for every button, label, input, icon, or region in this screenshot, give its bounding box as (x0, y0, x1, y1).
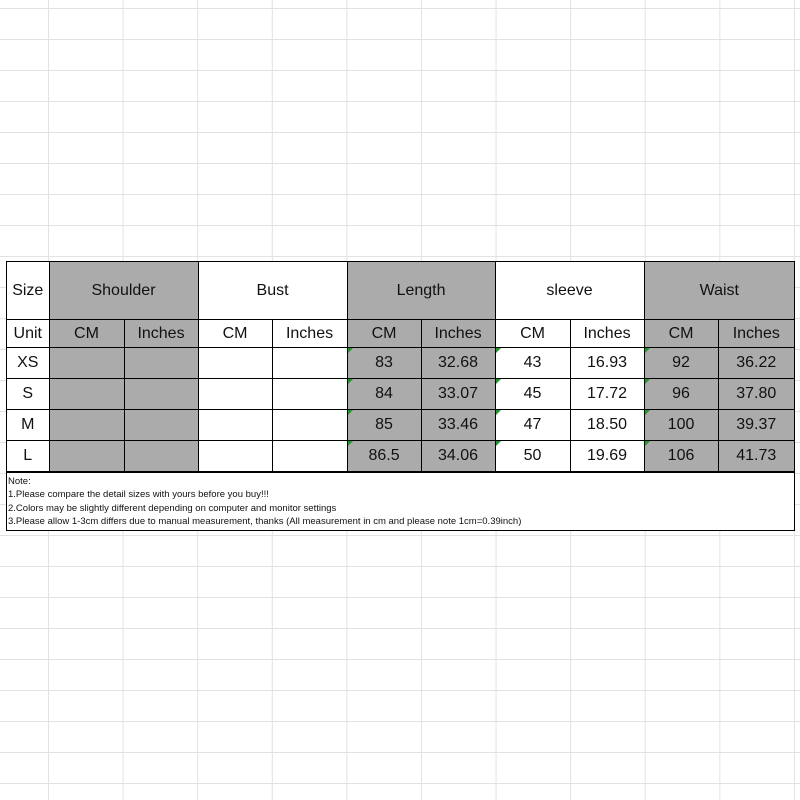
header-waist: Waist (644, 262, 794, 320)
value-cell: 19.69 (570, 441, 644, 472)
value-cell: 86.5 (347, 441, 421, 472)
value-cell: 106 (644, 441, 718, 472)
value-cell (49, 379, 124, 410)
value-cell: 16.93 (570, 348, 644, 379)
value-cell (124, 348, 198, 379)
header-size: Size (7, 262, 49, 320)
value-cell: 43 (495, 348, 570, 379)
unit-cell: Inches (421, 320, 495, 348)
notes-section (7, 472, 794, 530)
value-cell (272, 379, 347, 410)
value-cell: 18.50 (570, 410, 644, 441)
value-cell (198, 348, 272, 379)
value-cell: 17.72 (570, 379, 644, 410)
unit-cell: Inches (272, 320, 347, 348)
header-shoulder: Shoulder (49, 262, 198, 320)
value-cell (272, 441, 347, 472)
value-cell: 34.06 (421, 441, 495, 472)
value-cell: 41.73 (718, 441, 794, 472)
value-cell: 39.37 (718, 410, 794, 441)
table-row (7, 441, 794, 472)
unit-cell: Inches (718, 320, 794, 348)
value-cell: 45 (495, 379, 570, 410)
value-cell: 47 (495, 410, 570, 441)
unit-cell: CM (347, 320, 421, 348)
note-line: 1.Please compare the detail sizes with yours before you buy!!! (8, 489, 269, 501)
size-chart (6, 261, 795, 531)
table-row (7, 348, 794, 379)
value-cell (124, 410, 198, 441)
size-cell: L (7, 441, 49, 472)
unit-row (7, 320, 794, 348)
value-cell: 84 (347, 379, 421, 410)
table-row (7, 410, 794, 441)
value-cell (198, 410, 272, 441)
unit-cell: CM (495, 320, 570, 348)
value-cell: 85 (347, 410, 421, 441)
size-cell: M (7, 410, 49, 441)
header-bust: Bust (198, 262, 347, 320)
value-cell (49, 348, 124, 379)
value-cell (198, 379, 272, 410)
value-cell: 33.46 (421, 410, 495, 441)
table-row (7, 379, 794, 410)
value-cell: 100 (644, 410, 718, 441)
value-cell: 36.22 (718, 348, 794, 379)
unit-cell: Inches (124, 320, 198, 348)
note-heading: Note: (8, 476, 31, 487)
note-line: 2.Colors may be slightly different depending on computer and monitor settings (8, 502, 337, 514)
value-cell: 33.07 (421, 379, 495, 410)
value-cell (49, 410, 124, 441)
unit-cell: CM (644, 320, 718, 348)
value-cell (49, 441, 124, 472)
header-sleeve: sleeve (495, 262, 644, 320)
value-cell: 32.68 (421, 348, 495, 379)
value-cell (124, 441, 198, 472)
unit-cell: CM (198, 320, 272, 348)
size-cell: XS (7, 348, 49, 379)
value-cell: 37.80 (718, 379, 794, 410)
note-line: 3.Please allow 1-3cm differs due to manual measurement, thanks (All measurement in cm and please note 1cm=0.39inch) (8, 515, 522, 527)
unit-cell: CM (49, 320, 124, 348)
value-cell (272, 410, 347, 441)
size-table (7, 262, 794, 472)
value-cell (198, 441, 272, 472)
value-cell (272, 348, 347, 379)
value-cell: 83 (347, 348, 421, 379)
header-row (7, 262, 794, 320)
size-cell: S (7, 379, 49, 410)
value-cell: 50 (495, 441, 570, 472)
unit-label: Unit (7, 320, 49, 348)
unit-cell: Inches (570, 320, 644, 348)
value-cell: 96 (644, 379, 718, 410)
value-cell: 92 (644, 348, 718, 379)
header-length: Length (347, 262, 495, 320)
value-cell (124, 379, 198, 410)
